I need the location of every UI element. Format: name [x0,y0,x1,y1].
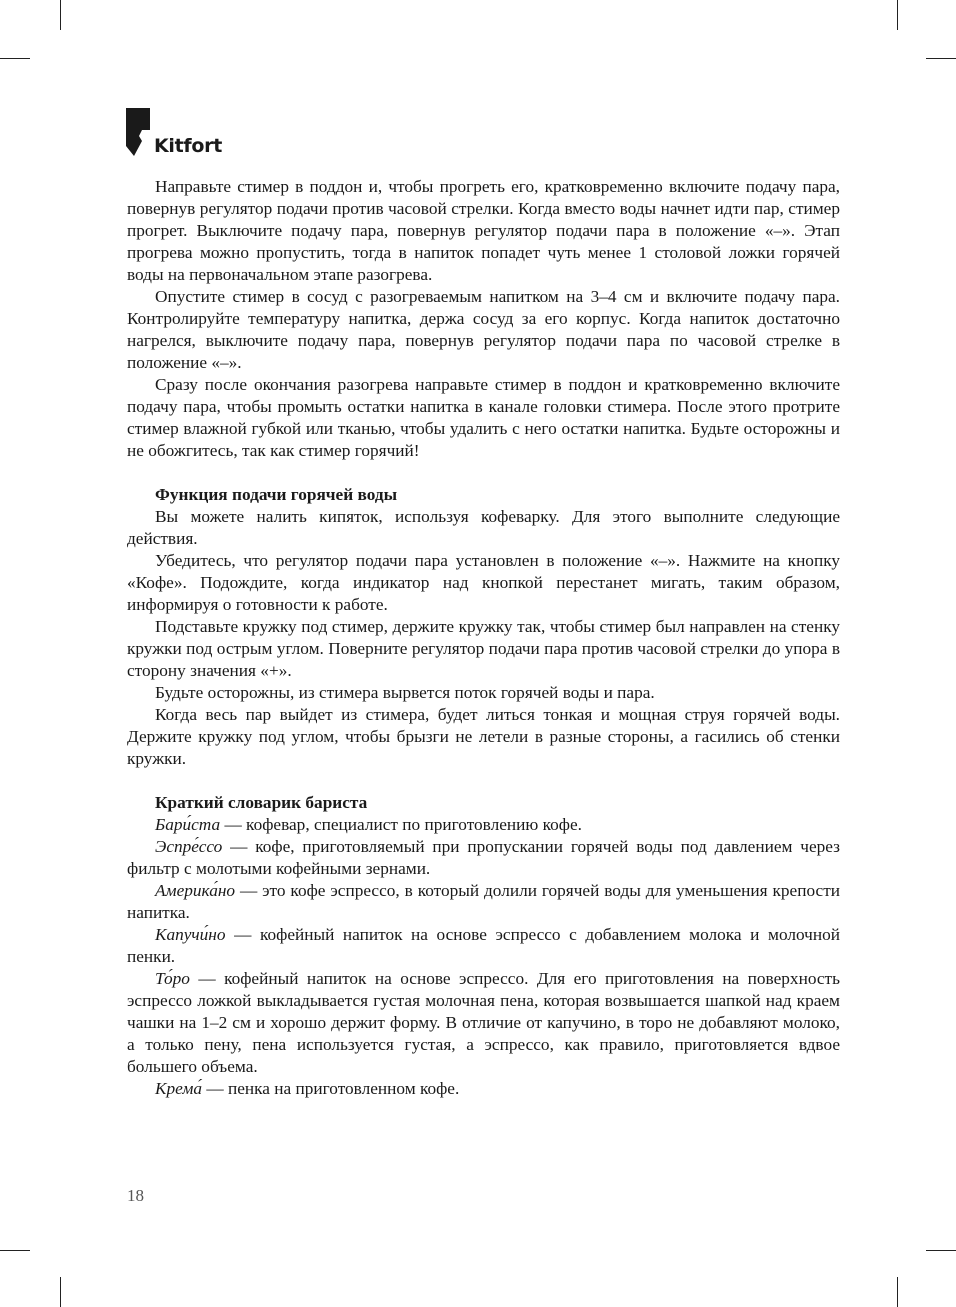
page-number: 18 [127,1186,144,1205]
glossary-item [127,836,840,880]
glossary-item [127,968,840,1078]
crop-mark [926,58,956,59]
paragraph: Будьте осторожны, из стимера вырвется поток горячей воды и пара. [155,683,655,702]
glossary-term: Крема́ [155,1079,203,1098]
kitfort-logo [126,108,222,161]
glossary-term: Америка́но [155,881,236,900]
glossary-item [127,924,840,968]
section-heading-hot-water: Функция подачи горячей воды [155,485,398,504]
glossary-definition: — кофейный напиток на основе эспрессо. Для его приготовления на поверхность эспрессо ложкой выкладывается густая молочная пена, которая возвышается шапкой над краем чашки на 1–2 см и хорошо держит форму. В отличие от капучино, в торо не добавляют молоко, а только пену, пена используется густая, а эспрессо, как правило, приготовляется вдвое большего объема. [127,969,840,1076]
paragraph: Сразу после окончания разогрева направьте стимер в поддон и кратковременно включите подачу пара, чтобы промыть остатки напитка в канале головки стимера. После этого протрите стимер влажной губкой или тканью, чтобы удалить с него остатки напитка. Будьте осторожны и не обожгитесь, так как стимер горячий! [127,375,840,460]
crop-mark [897,0,898,30]
paragraph: Опустите стимер в сосуд с разогреваемым напитком на 3–4 см и включите подачу пара. Контролируйте температуру напитка, держа сосуд за его корпус. Когда напиток достаточно нагрелся, выключите подачу пара, повернув регулятор подачи пара по часовой стрелке в положение «–». [127,287,840,372]
glossary-item [127,814,840,836]
glossary-definition: — это кофе эспрессо, в который долили горячей воды для уменьшения крепости напитка. [127,881,840,922]
glossary-definition: — кофейный напиток на основе эспрессо с добавлением молока и молочной пенки. [127,925,840,966]
paragraph: Подставьте кружку под стимер, держите кружку так, чтобы стимер был направлен на стенку кружки под острым углом. Поверните регулятор подачи пара против часовой стрелки до упора в сторону значения «+». [127,617,840,680]
paragraph: Направьте стимер в поддон и, чтобы прогреть его, кратковременно включите подачу пара, повернув регулятор подачи против часовой стрелки. Когда вместо воды начнет идти пар, стимер прогрет. Выключите подачу пара, повернув регулятор подачи пара в положение «–». Этап прогрева можно пропустить, тогда в напиток попадет чуть менее 1 столовой ложки горячей воды на первоначальном этапе разогрева. [127,177,840,284]
glossary-definition: — кофевар, специалист по приготовлению кофе. [220,815,582,834]
glossary-definition: — пенка на приготовленном кофе. [202,1079,460,1098]
glossary-term: Капучи́но [155,925,226,944]
section-heading-glossary: Краткий словарик бариста [155,793,368,812]
crop-mark [926,1250,956,1251]
logo-mark-icon [126,108,152,156]
document-body [127,176,840,1100]
paragraph: Убедитесь, что регулятор подачи пара установлен в положение «–». Нажмите на кнопку «Кофе». Подождите, когда индикатор над кнопкой перестанет мигать, таким образом, информируя о готовности к работе. [127,551,840,614]
logo-text: Kitfort [154,135,222,157]
glossary-item [127,1078,840,1100]
glossary-term: Эспре́ссо [155,837,223,856]
crop-mark [60,1277,61,1307]
crop-mark [897,1277,898,1307]
crop-mark [0,1250,30,1251]
glossary-term: То́ро [155,969,190,988]
crop-mark [0,58,30,59]
paragraph: Когда весь пар выйдет из стимера, будет литься тонкая и мощная струя горячей воды. Держите кружку под углом, чтобы брызги не летели в разные стороны, а гасились об стенки кружки. [127,705,840,768]
crop-mark [60,0,61,30]
glossary-term: Бари́ста [155,815,221,834]
paragraph: Вы можете налить кипяток, используя кофеварку. Для этого выполните следующие действия. [127,507,840,548]
glossary-item [127,880,840,924]
glossary-definition: — кофе, приготовляемый при пропускании горячей воды под давлением через фильтр с молотыми кофейными зернами. [127,837,840,878]
